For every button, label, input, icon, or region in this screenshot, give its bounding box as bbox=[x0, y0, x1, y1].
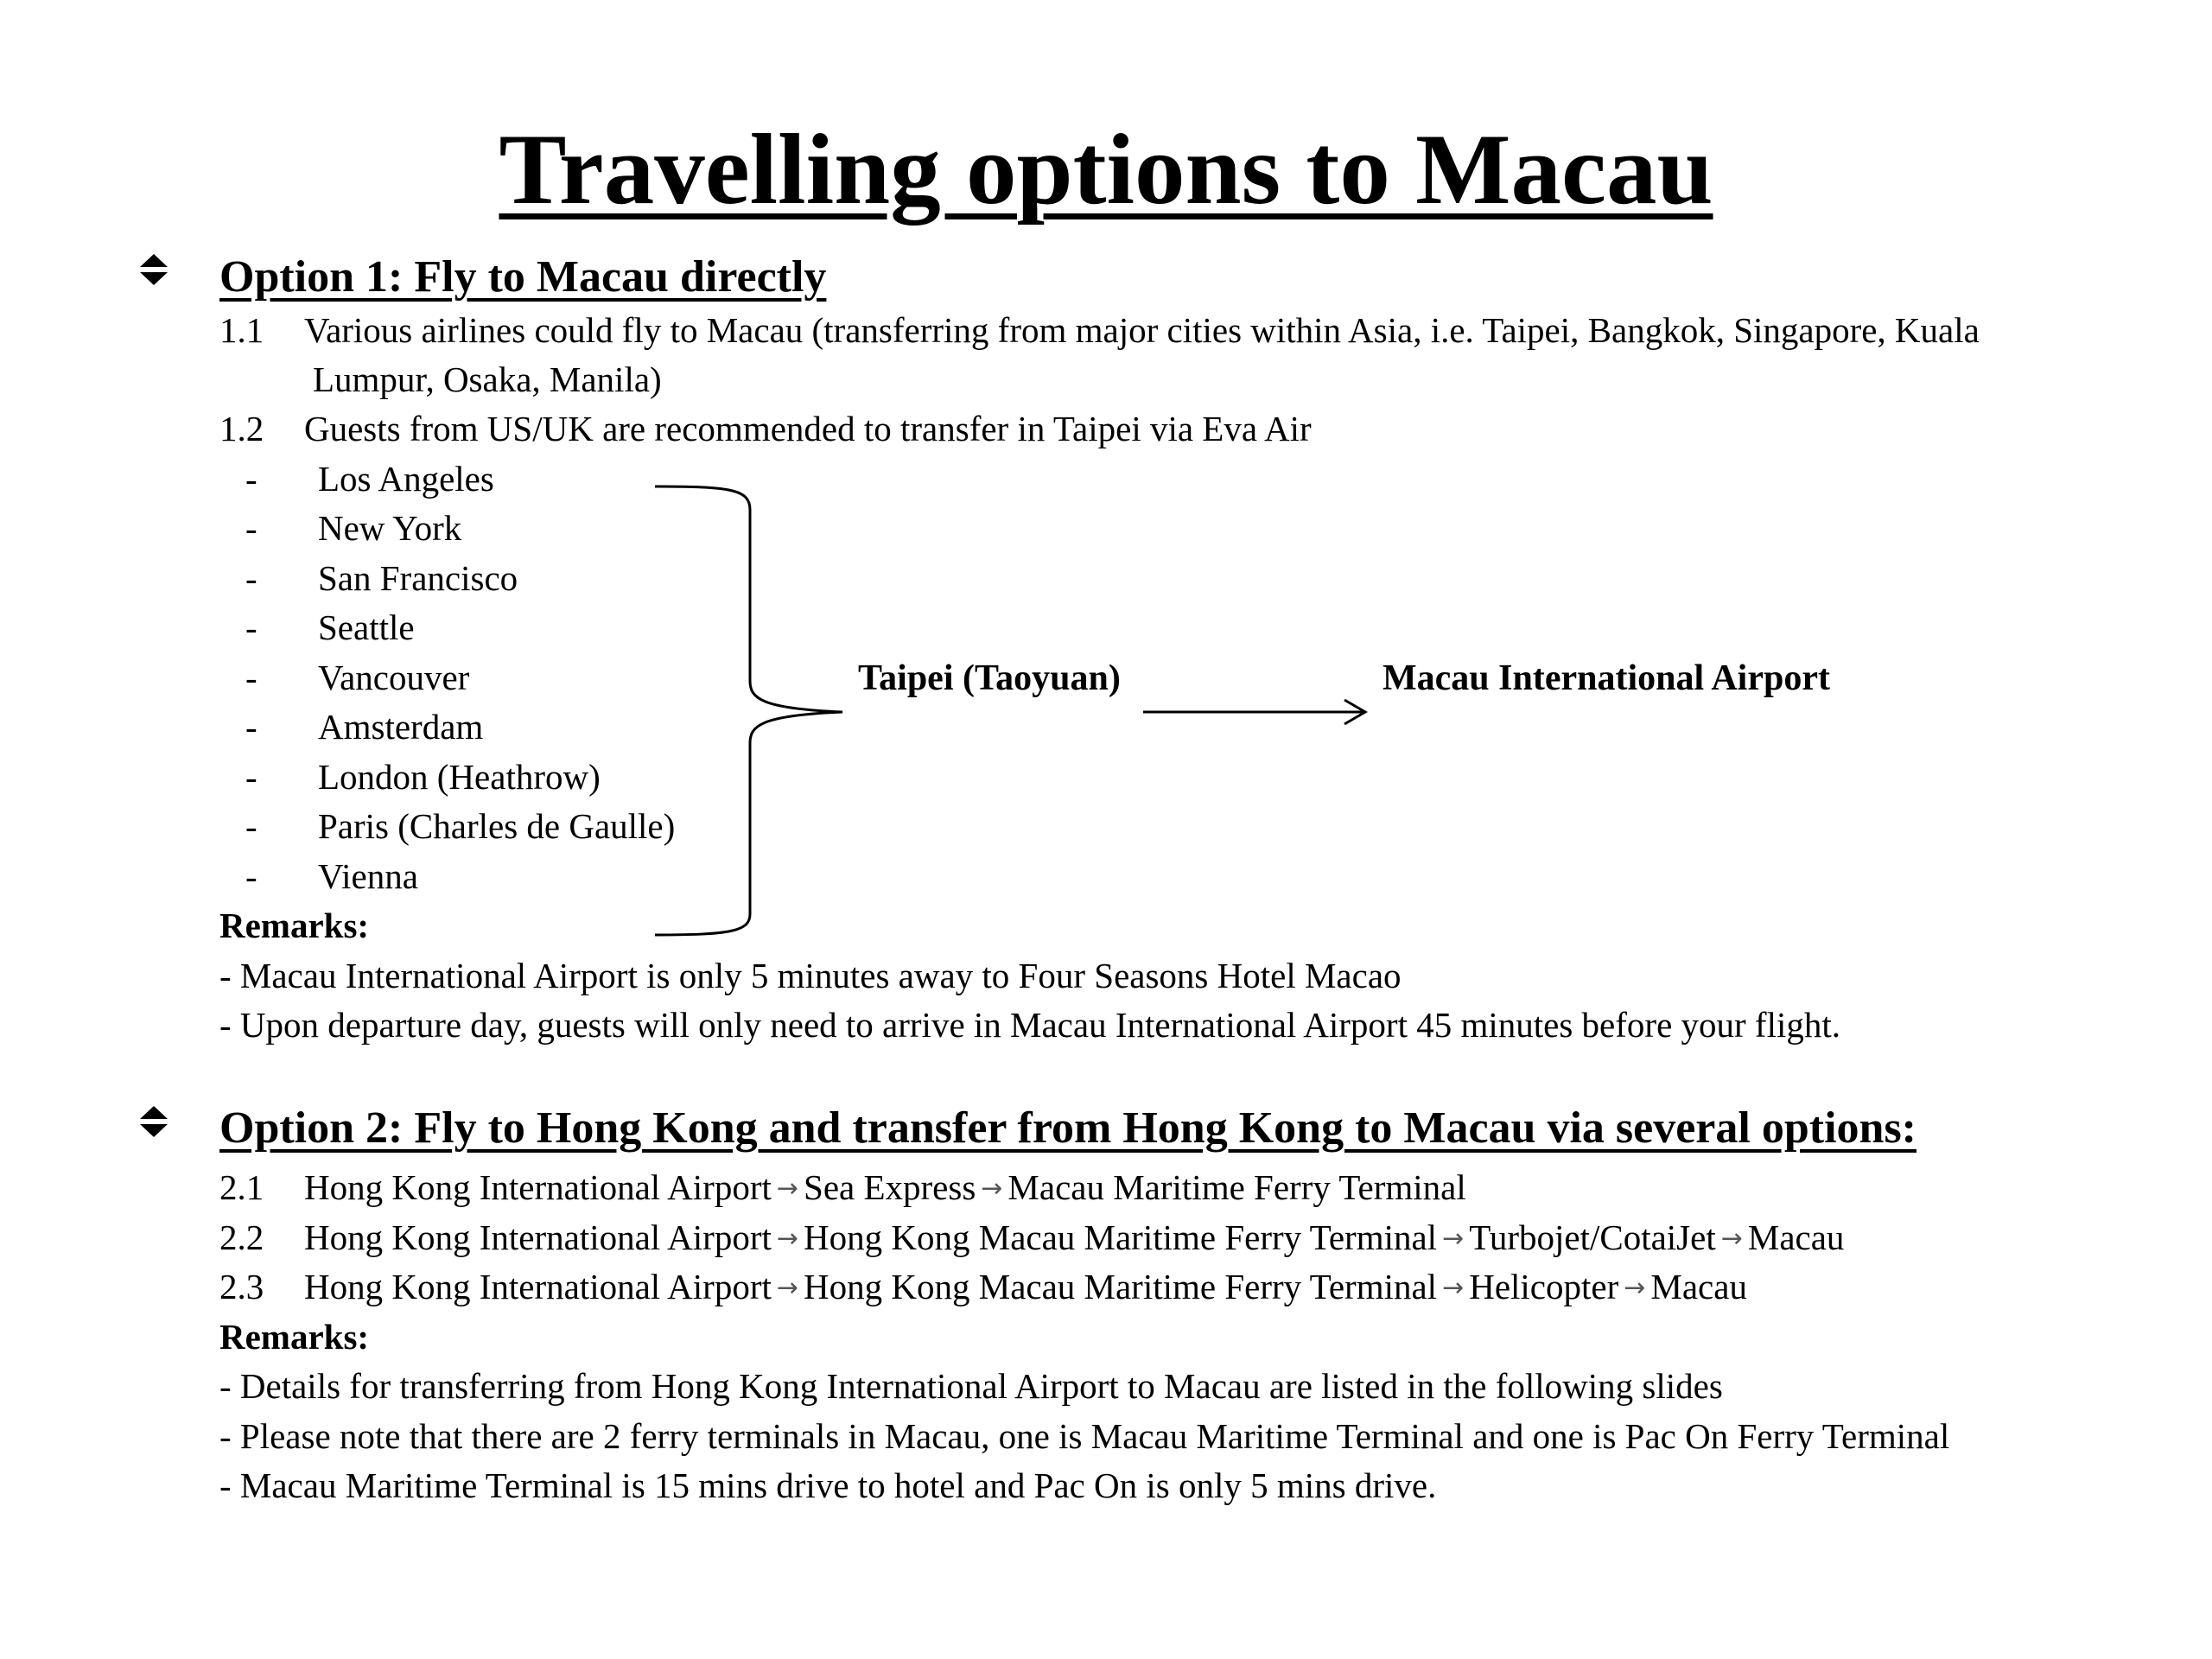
list-dash: - bbox=[245, 558, 257, 598]
list-dash: - bbox=[245, 806, 257, 846]
right-arrow-icon: → bbox=[1624, 1273, 1646, 1303]
transfer-route bbox=[304, 1167, 1466, 1207]
remark-line: - Macau Maritime Terminal is 15 mins drive to hotel and Pac On is only 5 mins drive. bbox=[219, 1465, 1437, 1505]
remarks-label: Remarks: bbox=[219, 1317, 370, 1357]
remark-line: - Details for transferring from Hong Kong International Airport to Macau are listed in the following slides bbox=[219, 1366, 1723, 1406]
remark-line: - Upon departure day, guests will only need to arrive in Macau International Airport 45 minutes before your flight. bbox=[219, 1005, 1840, 1045]
route-step: Hong Kong Macau Maritime Ferry Terminal bbox=[804, 1217, 1438, 1257]
list-item: San Francisco bbox=[318, 558, 518, 598]
list-item: London (Heathrow) bbox=[318, 757, 601, 797]
item-number: 2.2 bbox=[219, 1217, 264, 1257]
item-text: Various airlines could fly to Macau (transferring from major cities within Asia, i.e. Taipei, Bangkok, Singapore, Kuala bbox=[304, 310, 1980, 350]
right-arrow-icon: → bbox=[1442, 1224, 1465, 1254]
route-origin: Taipei (Taoyuan) bbox=[858, 658, 1121, 698]
transfer-route bbox=[304, 1217, 1845, 1257]
list-item: Amsterdam bbox=[318, 707, 484, 747]
list-dash: - bbox=[245, 459, 257, 499]
item-number: 2.3 bbox=[219, 1267, 264, 1306]
item-number: 1.2 bbox=[219, 409, 264, 448]
right-arrow-icon: → bbox=[1442, 1273, 1465, 1303]
list-dash: - bbox=[245, 757, 257, 797]
route-step: Macau bbox=[1650, 1267, 1747, 1306]
option2-heading: Option 2: Fly to Hong Kong and transfer from Hong Kong to Macau via several options: bbox=[219, 1103, 1916, 1153]
route-step: Hong Kong International Airport bbox=[304, 1217, 772, 1257]
route-step: Helicopter bbox=[1469, 1267, 1619, 1306]
option1-heading: Option 1: Fly to Macau directly bbox=[219, 252, 827, 302]
item-text-continued: Lumpur, Osaka, Manila) bbox=[313, 359, 662, 399]
list-item: Seattle bbox=[318, 607, 415, 647]
list-item: Vancouver bbox=[318, 658, 470, 697]
route-destination: Macau International Airport bbox=[1382, 658, 1830, 698]
route-step: Macau bbox=[1747, 1217, 1845, 1257]
grouping-brace bbox=[655, 486, 842, 935]
list-item: Los Angeles bbox=[318, 459, 494, 499]
route-step: Hong Kong International Airport bbox=[304, 1167, 772, 1207]
route-step: Hong Kong International Airport bbox=[304, 1267, 772, 1306]
list-item: New York bbox=[318, 508, 462, 548]
right-arrow-icon: → bbox=[776, 1173, 799, 1204]
transfer-route bbox=[304, 1269, 1747, 1305]
right-arrow-icon: → bbox=[1720, 1224, 1743, 1254]
list-dash: - bbox=[245, 707, 257, 747]
page-title: Travelling options to Macau bbox=[499, 114, 1713, 226]
route-step: Sea Express bbox=[804, 1167, 976, 1207]
list-dash: - bbox=[245, 607, 257, 647]
route-step: Macau Maritime Ferry Terminal bbox=[1007, 1167, 1466, 1207]
bullet-icon bbox=[138, 1104, 169, 1139]
list-dash: - bbox=[245, 508, 257, 548]
list-dash: - bbox=[245, 856, 257, 896]
list-item: Vienna bbox=[318, 856, 418, 896]
item-number: 2.1 bbox=[219, 1167, 264, 1207]
item-text: Guests from US/UK are recommended to transfer in Taipei via Eva Air bbox=[304, 409, 1312, 448]
list-dash: - bbox=[245, 658, 257, 697]
remark-line: - Please note that there are 2 ferry terminals in Macau, one is Macau Maritime Terminal and one is Pac On Ferry Terminal bbox=[219, 1416, 1950, 1456]
route-step: Hong Kong Macau Maritime Ferry Terminal bbox=[804, 1267, 1438, 1306]
route-step: Turbojet/CotaiJet bbox=[1469, 1217, 1716, 1257]
right-arrow-icon: → bbox=[776, 1224, 799, 1254]
right-arrow-icon: → bbox=[981, 1173, 1003, 1204]
remarks-label: Remarks: bbox=[219, 906, 370, 945]
list-item: Paris (Charles de Gaulle) bbox=[318, 806, 676, 846]
item-number: 1.1 bbox=[219, 310, 264, 350]
remark-line: - Macau International Airport is only 5 minutes away to Four Seasons Hotel Macao bbox=[219, 956, 1402, 995]
right-arrow-icon: → bbox=[776, 1273, 799, 1303]
